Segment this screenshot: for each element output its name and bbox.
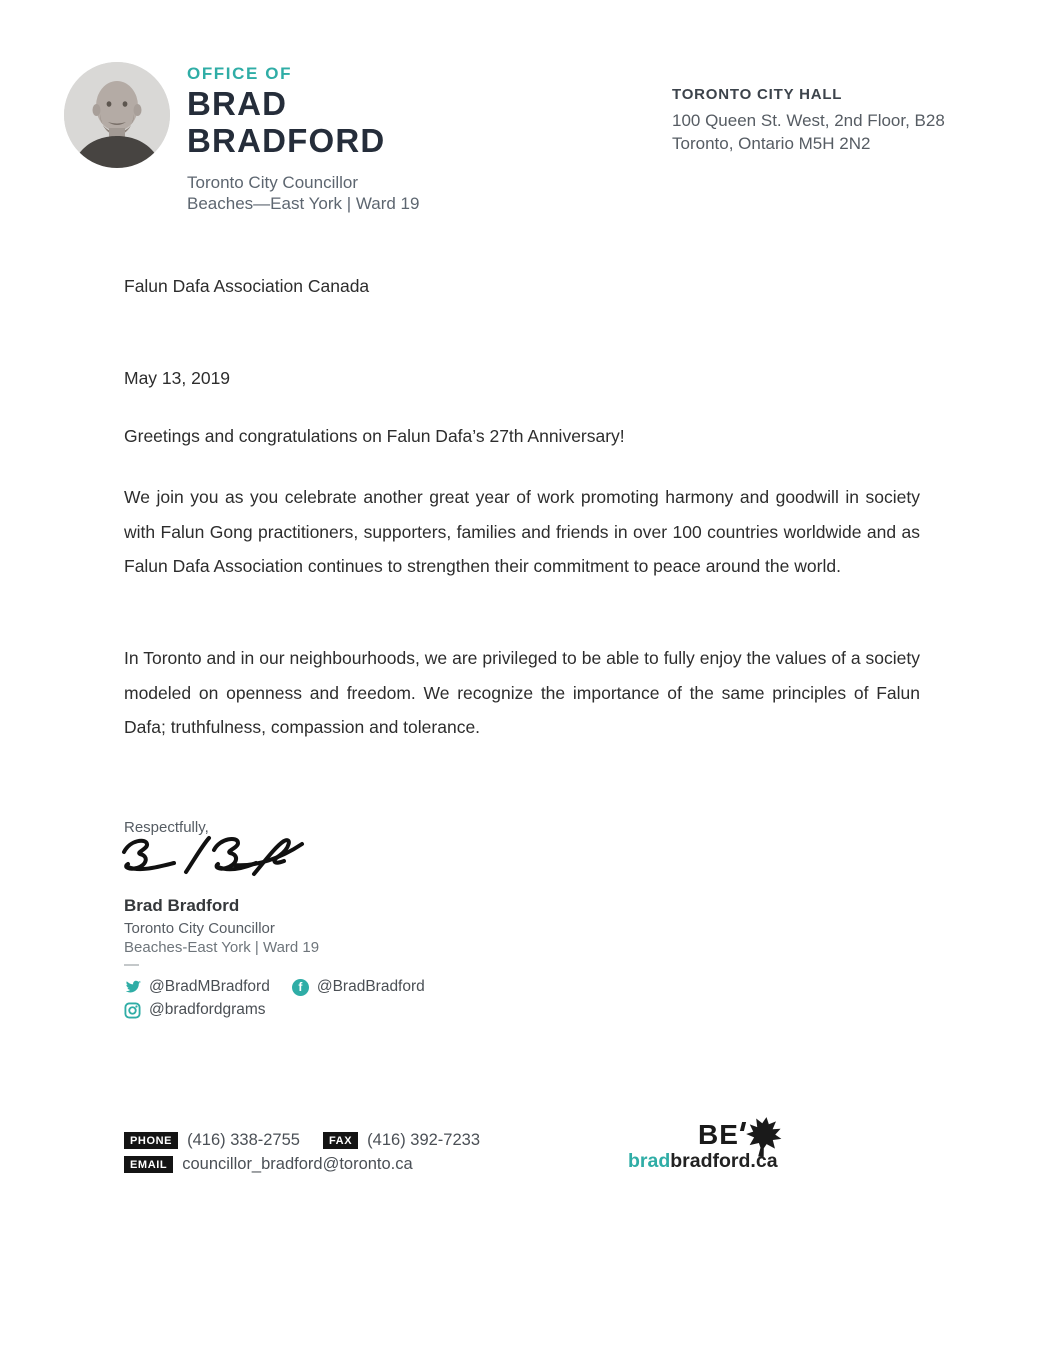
portrait-photo	[64, 62, 170, 168]
signature-name: Brad Bradford	[124, 896, 240, 915]
recipient-line: Falun Dafa Association Canada	[124, 276, 370, 296]
facebook-icon: f	[292, 979, 309, 996]
address-line-2: Toronto, Ontario M5H 2N2	[672, 134, 871, 153]
social-row-2	[124, 1001, 266, 1019]
ward-label: Beaches—East York | Ward 19	[187, 194, 420, 213]
phone-badge: PHONE	[124, 1132, 178, 1149]
name-line-2: BRADFORD	[187, 122, 386, 159]
social-row-1	[124, 978, 425, 996]
address-block	[672, 86, 945, 155]
website-accent: brad	[628, 1150, 671, 1172]
twitter-handle: @BradMBradford	[149, 978, 270, 995]
footer-email-row	[124, 1155, 413, 1174]
instagram-handle: @bradfordgrams	[149, 1001, 266, 1018]
address-line-1: 100 Queen St. West, 2nd Floor, B28	[672, 111, 945, 130]
paragraph-2: In Toronto and in our neighbourhoods, we are privileged to be able to fully enjoy the values of a society modeled on openness and freedom. We recognize the importance of the same principles of Falun Dafa; truthfulness, compassion and tolerance.	[124, 648, 920, 737]
phone-number: (416) 338-2755	[187, 1131, 300, 1149]
councillor-title: Toronto City Councillor	[187, 173, 359, 192]
website-url	[628, 1150, 778, 1173]
footer-phone-fax-row	[124, 1131, 480, 1150]
fax-badge: FAX	[323, 1132, 358, 1149]
greeting-line: Greetings and congratulations on Falun Dafa’s 27th Anniversary!	[124, 426, 625, 446]
bey-logo-text: BE	[698, 1119, 739, 1150]
email-address: councillor_bradford@toronto.ca	[182, 1155, 413, 1173]
closing-line: Respectfully,	[124, 819, 209, 836]
portrait-silhouette-icon	[64, 62, 170, 168]
letterhead-logo	[187, 64, 419, 214]
signature-divider: —	[124, 956, 139, 973]
paragraph-1: We join you as you celebrate another great year of work promoting harmony and goodwill in society with Falun Gong practitioners, supporters, families and friends in over 100 countries worldwide and as Falun Dafa Association continues to strengthen their commitment to peace around the world.	[124, 487, 920, 576]
email-badge: EMAIL	[124, 1156, 173, 1173]
signature-ward: Beaches-East York | Ward 19	[124, 939, 320, 956]
twitter-icon	[124, 979, 141, 996]
signature-icon	[116, 832, 306, 887]
date-line: May 13, 2019	[124, 368, 231, 388]
signature-title: Toronto City Councillor	[124, 920, 275, 937]
website-rest: bradford.ca	[670, 1150, 778, 1172]
instagram-icon	[124, 1002, 141, 1019]
address-name: TORONTO CITY HALL	[672, 86, 843, 103]
name-line-1: BRAD	[187, 85, 288, 122]
office-of-label: OFFICE OF	[187, 64, 293, 83]
facebook-handle: @BradBradford	[316, 978, 425, 995]
fax-number: (416) 392-7233	[367, 1131, 481, 1149]
